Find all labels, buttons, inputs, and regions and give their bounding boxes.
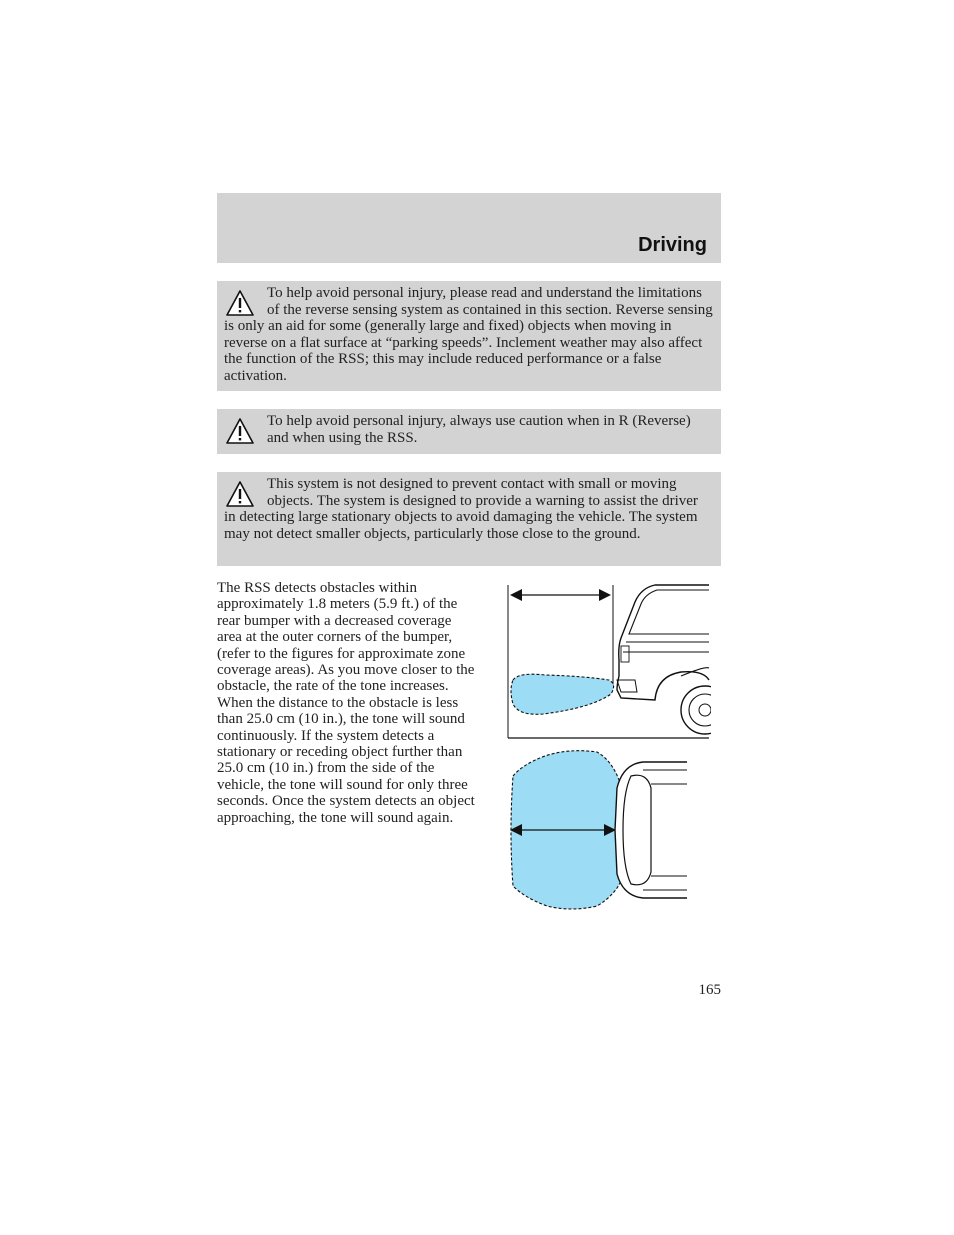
top-view-coverage-figure — [505, 748, 689, 913]
warning-box-3 — [217, 472, 721, 566]
page-number: 165 — [698, 982, 721, 998]
side-view-coverage-figure — [505, 580, 711, 742]
warning-text-3: This system is not designed to prevent contact with small or moving objects. The system is designed to provide a warning to assist the driver in detecting large stationary objects to avoid damaging the vehicle. The system may not detect smaller objects, particularly those close to the ground. — [224, 476, 698, 542]
warning-box-1 — [217, 281, 721, 391]
warning-text-1: To help avoid personal injury, please read and understand the limitations of the reverse sensing system as contained in this section. Reverse sensing is only an aid for some (generally large and fixed) objects when moving in reverse on a flat surface at “parking speeds”. Inclement weather may also affect the function of the RSS; this may include reduced performance or a false activation. — [224, 285, 713, 384]
warning-triangle-icon — [225, 480, 255, 508]
warning-triangle-icon — [225, 417, 255, 445]
warning-triangle-icon — [225, 289, 255, 317]
section-header — [217, 193, 721, 263]
body-paragraph: The RSS detects obstacles within approximately 1.8 meters (5.9 ft.) of the rear bumper with a decreased coverage area at the outer corners of the bumper, (refer to the figures for approximate zone coverage areas). As you move closer to the obstacle, the rate of the tone increases. When the distance to the obstacle is less than 25.0 cm (10 in.), the tone will sound continuously. If the system detects a stationary or receding object further than 25.0 cm (10 in.) from the side of the vehicle, the tone will sound for only three seconds. Once the system detects an object approaching, the tone will sound again. — [217, 580, 475, 826]
warning-box-2 — [217, 409, 721, 454]
coverage-zone-side — [511, 674, 614, 714]
warning-text-2: To help avoid personal injury, always use caution when in R (Reverse) and when using the RSS. — [267, 413, 691, 446]
section-title: Driving — [638, 234, 707, 256]
